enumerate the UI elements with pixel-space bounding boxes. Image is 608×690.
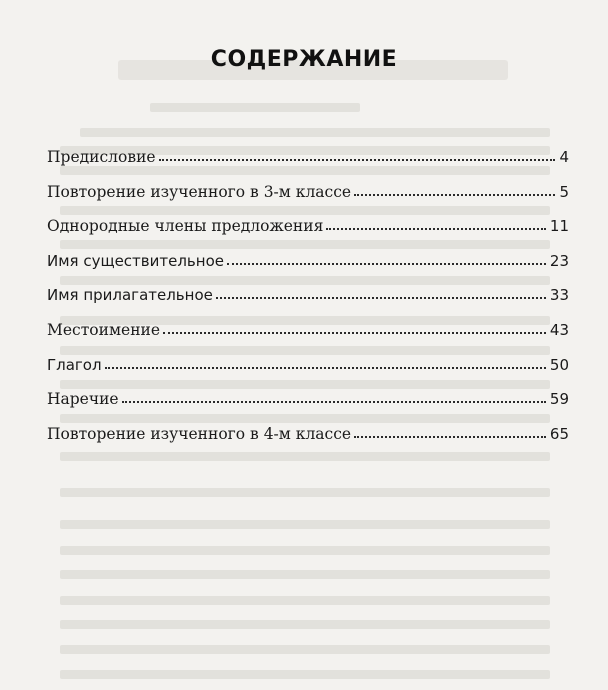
toc-leader-dots: [354, 436, 546, 438]
toc-leader-dots: [163, 332, 546, 334]
show-through-line: [60, 620, 550, 629]
toc-entry-label: Местоимение: [47, 320, 161, 339]
toc-entry-label: Повторение изученного в 3-м классе: [47, 182, 352, 201]
toc-entry-page: 43: [549, 320, 569, 339]
toc-entry-adjective[interactable]: [47, 288, 569, 323]
toc-entry-pronoun[interactable]: [47, 320, 569, 358]
show-through-line: [60, 520, 550, 529]
show-through-line: [60, 546, 550, 555]
toc-leader-dots: [216, 297, 546, 299]
toc-entry-verb[interactable]: [47, 355, 569, 393]
toc-entry-page: 50: [549, 355, 569, 374]
toc-leader-dots: [326, 228, 546, 230]
toc-entry-page: 23: [549, 251, 569, 270]
toc-leader-dots: [105, 367, 546, 369]
show-through-line: [60, 570, 550, 579]
toc-entry-label: Имя прилагательное: [47, 286, 213, 305]
toc-entry-page: 33: [549, 286, 569, 305]
toc-leader-dots: [227, 263, 546, 265]
toc-entry-label: Имя существительное: [47, 251, 224, 270]
toc-leader-dots: [354, 194, 555, 196]
show-through-line: [150, 103, 360, 112]
toc-entry-noun[interactable]: [47, 251, 569, 289]
show-through-line: [60, 645, 550, 654]
toc-leader-dots: [159, 159, 556, 161]
toc-leader-dots: [122, 401, 546, 403]
toc-entry-page: 4: [559, 148, 569, 166]
toc-entry-label: Предисловие: [47, 148, 156, 166]
show-through-line: [60, 596, 550, 605]
toc-entry-adverb[interactable]: [47, 392, 569, 427]
show-through-line: [80, 128, 550, 137]
toc-entry-label: Глагол: [47, 355, 102, 374]
toc-entry-review-grade-3[interactable]: [47, 182, 569, 220]
toc-entry-review-grade-4[interactable]: [47, 424, 569, 462]
show-through-line: [60, 488, 550, 497]
toc-entry-label: Однородные члены предложения: [47, 217, 324, 236]
toc-entry-preface[interactable]: [47, 150, 569, 185]
table-of-contents: [47, 150, 569, 461]
page-title: СОДЕРЖАНИЕ: [210, 47, 398, 72]
toc-entry-page: 5: [559, 182, 569, 201]
toc-entry-page: 11: [549, 217, 569, 236]
toc-entry-label: Повторение изученного в 4-м классе: [47, 424, 352, 443]
toc-entry-homogeneous-members[interactable]: [47, 219, 569, 254]
toc-entry-label: Наречие: [47, 390, 119, 409]
toc-entry-page: 59: [549, 390, 569, 409]
toc-entry-page: 65: [549, 424, 569, 443]
show-through-line: [60, 670, 550, 679]
